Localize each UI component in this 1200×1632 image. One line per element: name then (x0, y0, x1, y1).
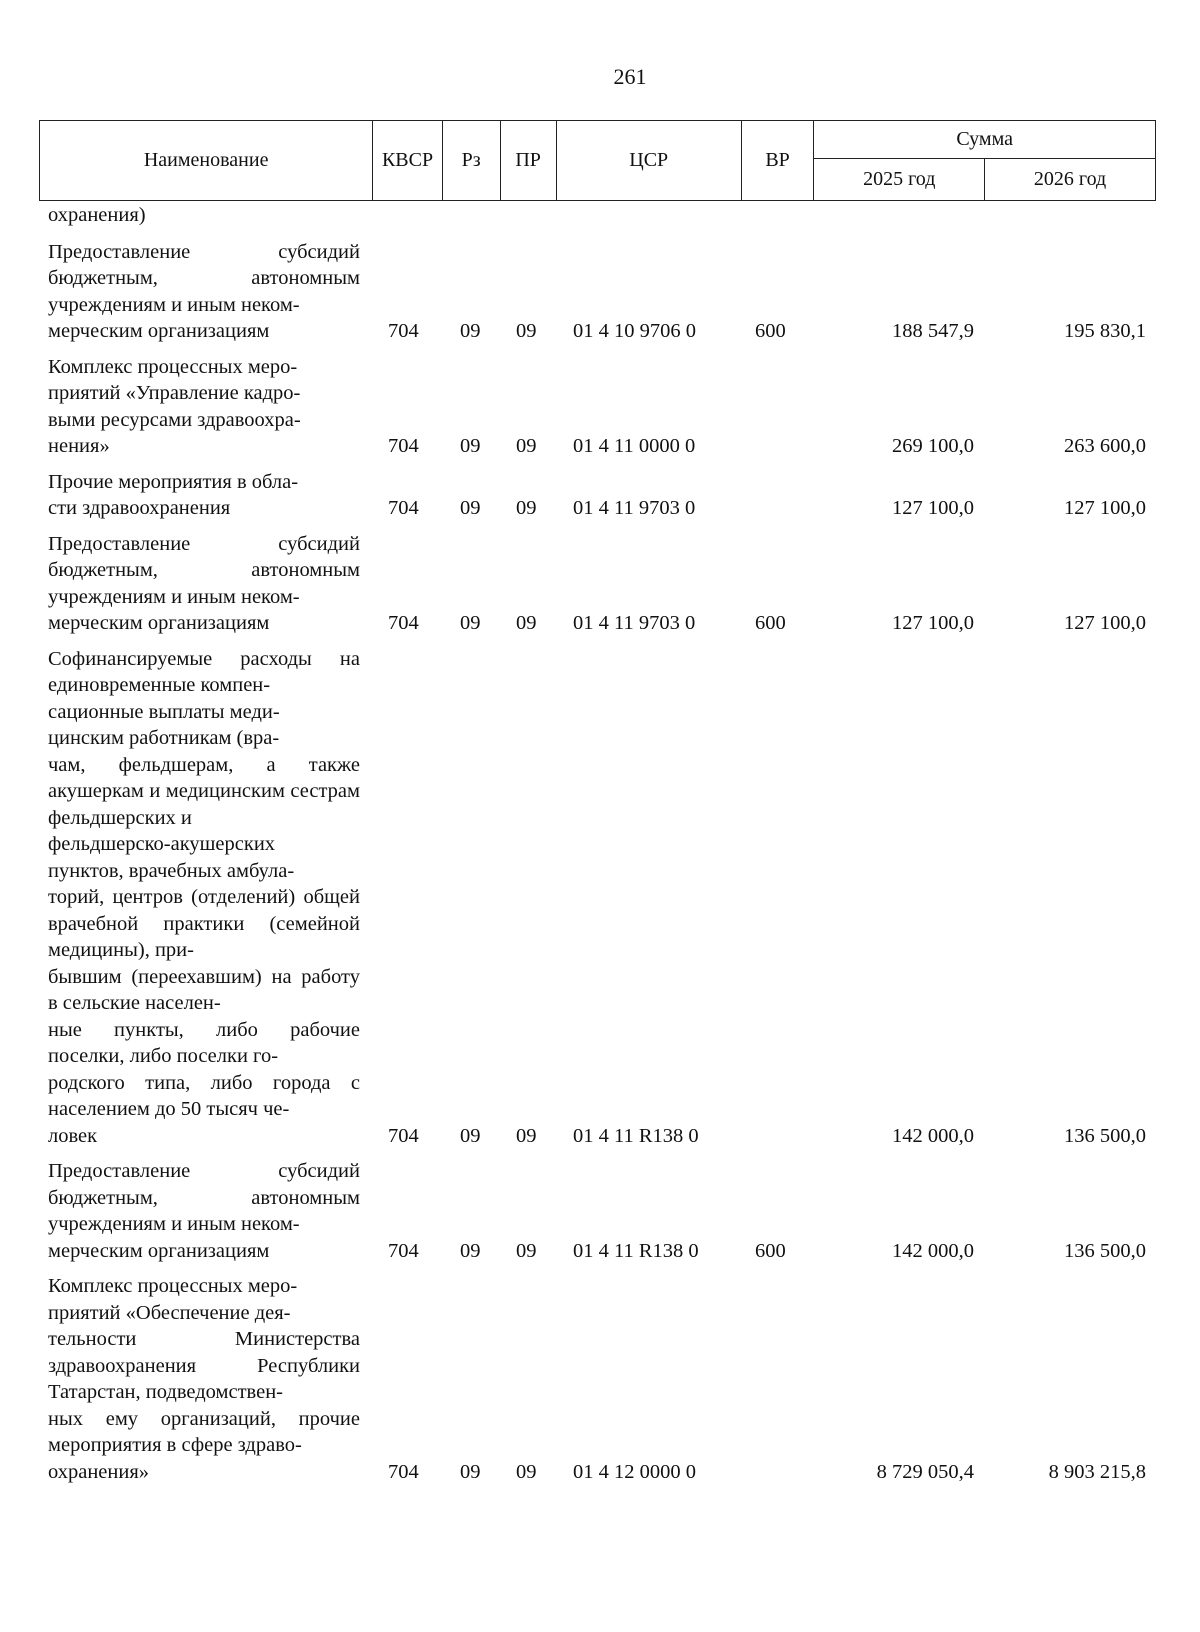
cell-rz: 09 (460, 1460, 481, 1483)
header-sum: Сумма (814, 121, 1156, 159)
cell-csr: 01 4 11 9703 0 (573, 497, 696, 519)
continuation-row (0, 202, 1200, 229)
header-vr: ВР (741, 121, 813, 201)
cell-pr: 09 (516, 1239, 537, 1262)
cell-sum2025: 142 000,0 (892, 1239, 974, 1262)
cell-pr: 09 (516, 497, 537, 519)
continuation-text: охранения) (48, 204, 146, 226)
header-year-2025: 2025 год (814, 159, 985, 201)
table-row (0, 1273, 1200, 1485)
header-csr: ЦСР (556, 121, 741, 201)
row-name: Софинансируемые расходы на единовременные компен- сационные выплаты меди- цинским работникам (вра- чам, фельдшерам, а также акушеркам и медицинским сестрам фельдшерских и фельдшерско-акушерских пунктов, врачебных амбула- торий, центров (отделений) общей врачебной практики (семейной медицины), при- бывшим (переехавшим) на работу в сельские населен- ные пункты, либо рабочие поселки, либо поселки го- родского типа, либо города с населением до 50 тысяч че- ловек (48, 647, 360, 1147)
table-row (0, 239, 1200, 345)
cell-rz: 09 (460, 1124, 481, 1147)
cell-kvsr: 704 (388, 612, 419, 634)
cell-sum2026: 136 500,0 (1064, 1124, 1146, 1147)
cell-pr: 09 (516, 320, 537, 342)
cell-kvsr: 704 (388, 320, 419, 342)
cell-pr: 09 (516, 1460, 537, 1483)
cell-sum2026: 263 600,0 (1064, 435, 1146, 457)
cell-pr: 09 (516, 1124, 537, 1147)
cell-rz: 09 (460, 612, 481, 634)
header-pr: ПР (500, 121, 556, 201)
cell-csr: 01 4 10 9706 0 (573, 320, 696, 342)
cell-sum2025: 188 547,9 (892, 320, 974, 342)
cell-sum2025: 127 100,0 (892, 497, 974, 519)
cell-sum2025: 127 100,0 (892, 612, 974, 634)
cell-csr: 01 4 11 9703 0 (573, 612, 696, 634)
cell-csr: 01 4 11 R138 0 (573, 1239, 699, 1262)
cell-pr: 09 (516, 612, 537, 634)
row-name: Предоставление субсидий бюджетным, автономным учреждениям и иным неком- мерческим организациям (48, 240, 360, 342)
header-kvsr: КВСР (373, 121, 442, 201)
row-name: Комплекс процессных меро- приятий «Управление кадро- выми ресурсами здравоохра- нения» (48, 355, 301, 457)
header-name: Наименование (40, 121, 373, 201)
table-row (0, 469, 1200, 522)
table-header (39, 120, 1156, 201)
table-row (0, 646, 1200, 1150)
cell-sum2026: 8 903 215,8 (1048, 1460, 1146, 1483)
cell-vr: 600 (755, 320, 786, 342)
rows-container (0, 239, 1200, 1486)
cell-pr: 09 (516, 435, 537, 457)
cell-kvsr: 704 (388, 1460, 419, 1483)
table-row (0, 1158, 1200, 1264)
cell-rz: 09 (460, 320, 481, 342)
cell-sum2026: 195 830,1 (1064, 320, 1146, 342)
cell-kvsr: 704 (388, 1239, 419, 1262)
table-row (0, 531, 1200, 637)
cell-csr: 01 4 11 0000 0 (573, 435, 696, 457)
cell-sum2025: 269 100,0 (892, 435, 974, 457)
header-rz: Рз (442, 121, 500, 201)
cell-sum2026: 136 500,0 (1064, 1239, 1146, 1262)
row-name: Предоставление субсидий бюджетным, автономным учреждениям и иным неком- мерческим организациям (48, 1160, 360, 1262)
cell-rz: 09 (460, 497, 481, 519)
cell-sum2026: 127 100,0 (1064, 612, 1146, 634)
cell-csr: 01 4 11 R138 0 (573, 1124, 699, 1147)
cell-kvsr: 704 (388, 497, 419, 519)
row-name: Предоставление субсидий бюджетным, автономным учреждениям и иным неком- мерческим организациям (48, 532, 360, 634)
cell-sum2025: 8 729 050,4 (876, 1460, 974, 1483)
cell-sum2026: 127 100,0 (1064, 497, 1146, 519)
header-year-2026: 2026 год (985, 159, 1156, 201)
cell-vr: 600 (755, 1239, 786, 1262)
row-name: Прочие мероприятия в обла- сти здравоохранения (48, 470, 299, 519)
cell-sum2025: 142 000,0 (892, 1124, 974, 1147)
cell-csr: 01 4 12 0000 0 (573, 1460, 696, 1483)
page-number: 261 (613, 64, 647, 89)
table-body (0, 202, 1200, 1494)
row-name: Комплекс процессных меро- приятий «Обеспечение дея- тельности Министерства здравоохранения Республики Татарстан, подведомствен- ных ему организаций, прочие мероприятия в сфере здраво- охранения» (48, 1275, 360, 1483)
cell-kvsr: 704 (388, 435, 419, 457)
cell-vr: 600 (755, 612, 786, 634)
cell-rz: 09 (460, 435, 481, 457)
cell-kvsr: 704 (388, 1124, 419, 1147)
table-row (0, 354, 1200, 460)
cell-rz: 09 (460, 1239, 481, 1262)
